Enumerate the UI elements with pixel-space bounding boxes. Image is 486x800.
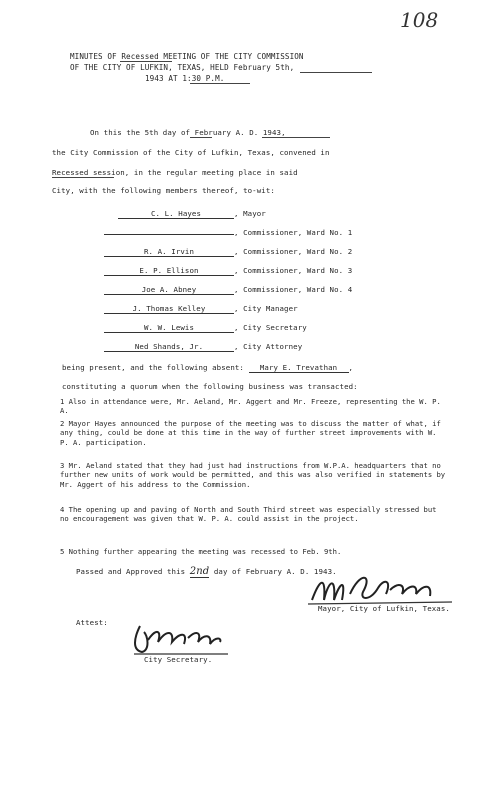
minutes-item-3: 3 Mr. Aeland stated that they had just had instructions from W.P.A. headquarters that no further new units of work would be permitted, and this was also verified in statements by Mr. Aggert of his address to the Commission. xyxy=(60,461,446,489)
mayor-caption: Mayor, City of Lufkin, Texas. xyxy=(318,604,450,613)
member-row: R. A. Irvin , Commissioner, Ward No. 2 xyxy=(104,247,352,257)
opening-line-3: Recessed session, in the regular meeting place in said xyxy=(52,168,298,177)
opening-line-4: City, with the following members thereof, to-wit: xyxy=(52,186,275,195)
member-row: C. L. Hayes , Mayor xyxy=(118,209,266,219)
heading-underline xyxy=(300,72,372,73)
member-row: Ned Shands, Jr. , City Attorney xyxy=(104,342,302,352)
date-underline xyxy=(190,137,212,138)
absent-line: being present, and the following absent: Mary E. Trevathan , xyxy=(62,363,354,372)
minutes-item-2: 2 Mayor Hayes announced the purpose of the meeting was to discuss the matter of what, if any thing, could be done at this time in the way of further street improvements with W. P. A. participation. xyxy=(60,419,441,447)
attest-label: Attest: xyxy=(76,618,108,627)
page-number: 108 xyxy=(400,8,439,32)
member-row: E. P. Ellison , Commissioner, Ward No. 3 xyxy=(104,266,352,276)
quorum-line: constituting a quorum when the following business was transacted: xyxy=(62,382,358,391)
heading-line-2: OF THE CITY OF LUFKIN, TEXAS, HELD February 5th, xyxy=(70,63,295,72)
minutes-item-1: 1 Also in attendance were, Mr. Aeland, Mr. Aggert and Mr. Freeze, representing the W. P. A. xyxy=(60,397,441,416)
session-underline xyxy=(52,177,114,178)
minutes-item-4: 4 The opening up and paving of North and South Third street was especially stressed but no encouragement was given that W. P. A. could assist in the project. xyxy=(60,505,437,524)
opening-line-1: On this the 5th day of February A. D. 1943, xyxy=(90,128,286,137)
opening-line-2: the City Commission of the City of Lufkin, Texas, convened in xyxy=(52,148,330,157)
date-underline xyxy=(262,137,330,138)
heading-line-3: 1943 AT 1:30 P.M. xyxy=(145,74,225,83)
heading-line-1: MINUTES OF Recessed MEETING OF THE CITY COMMISSION xyxy=(70,52,304,61)
minutes-item-5: 5 Nothing further appearing the meeting was recessed to Feb. 9th. xyxy=(60,547,342,556)
member-row: W. W. Lewis , City Secretary xyxy=(104,323,307,333)
secretary-signature xyxy=(122,620,232,660)
heading-underline xyxy=(120,61,172,62)
member-row: Joe A. Abney , Commissioner, Ward No. 4 xyxy=(104,285,352,295)
member-row: J. Thomas Kelley , City Manager xyxy=(104,304,298,314)
heading-underline xyxy=(190,83,250,84)
member-row: , Commissioner, Ward No. 1 xyxy=(104,228,352,237)
approval-line: Passed and Approved this 2nd day of February A. D. 1943. xyxy=(76,566,337,577)
secretary-caption: City Secretary. xyxy=(144,655,213,664)
